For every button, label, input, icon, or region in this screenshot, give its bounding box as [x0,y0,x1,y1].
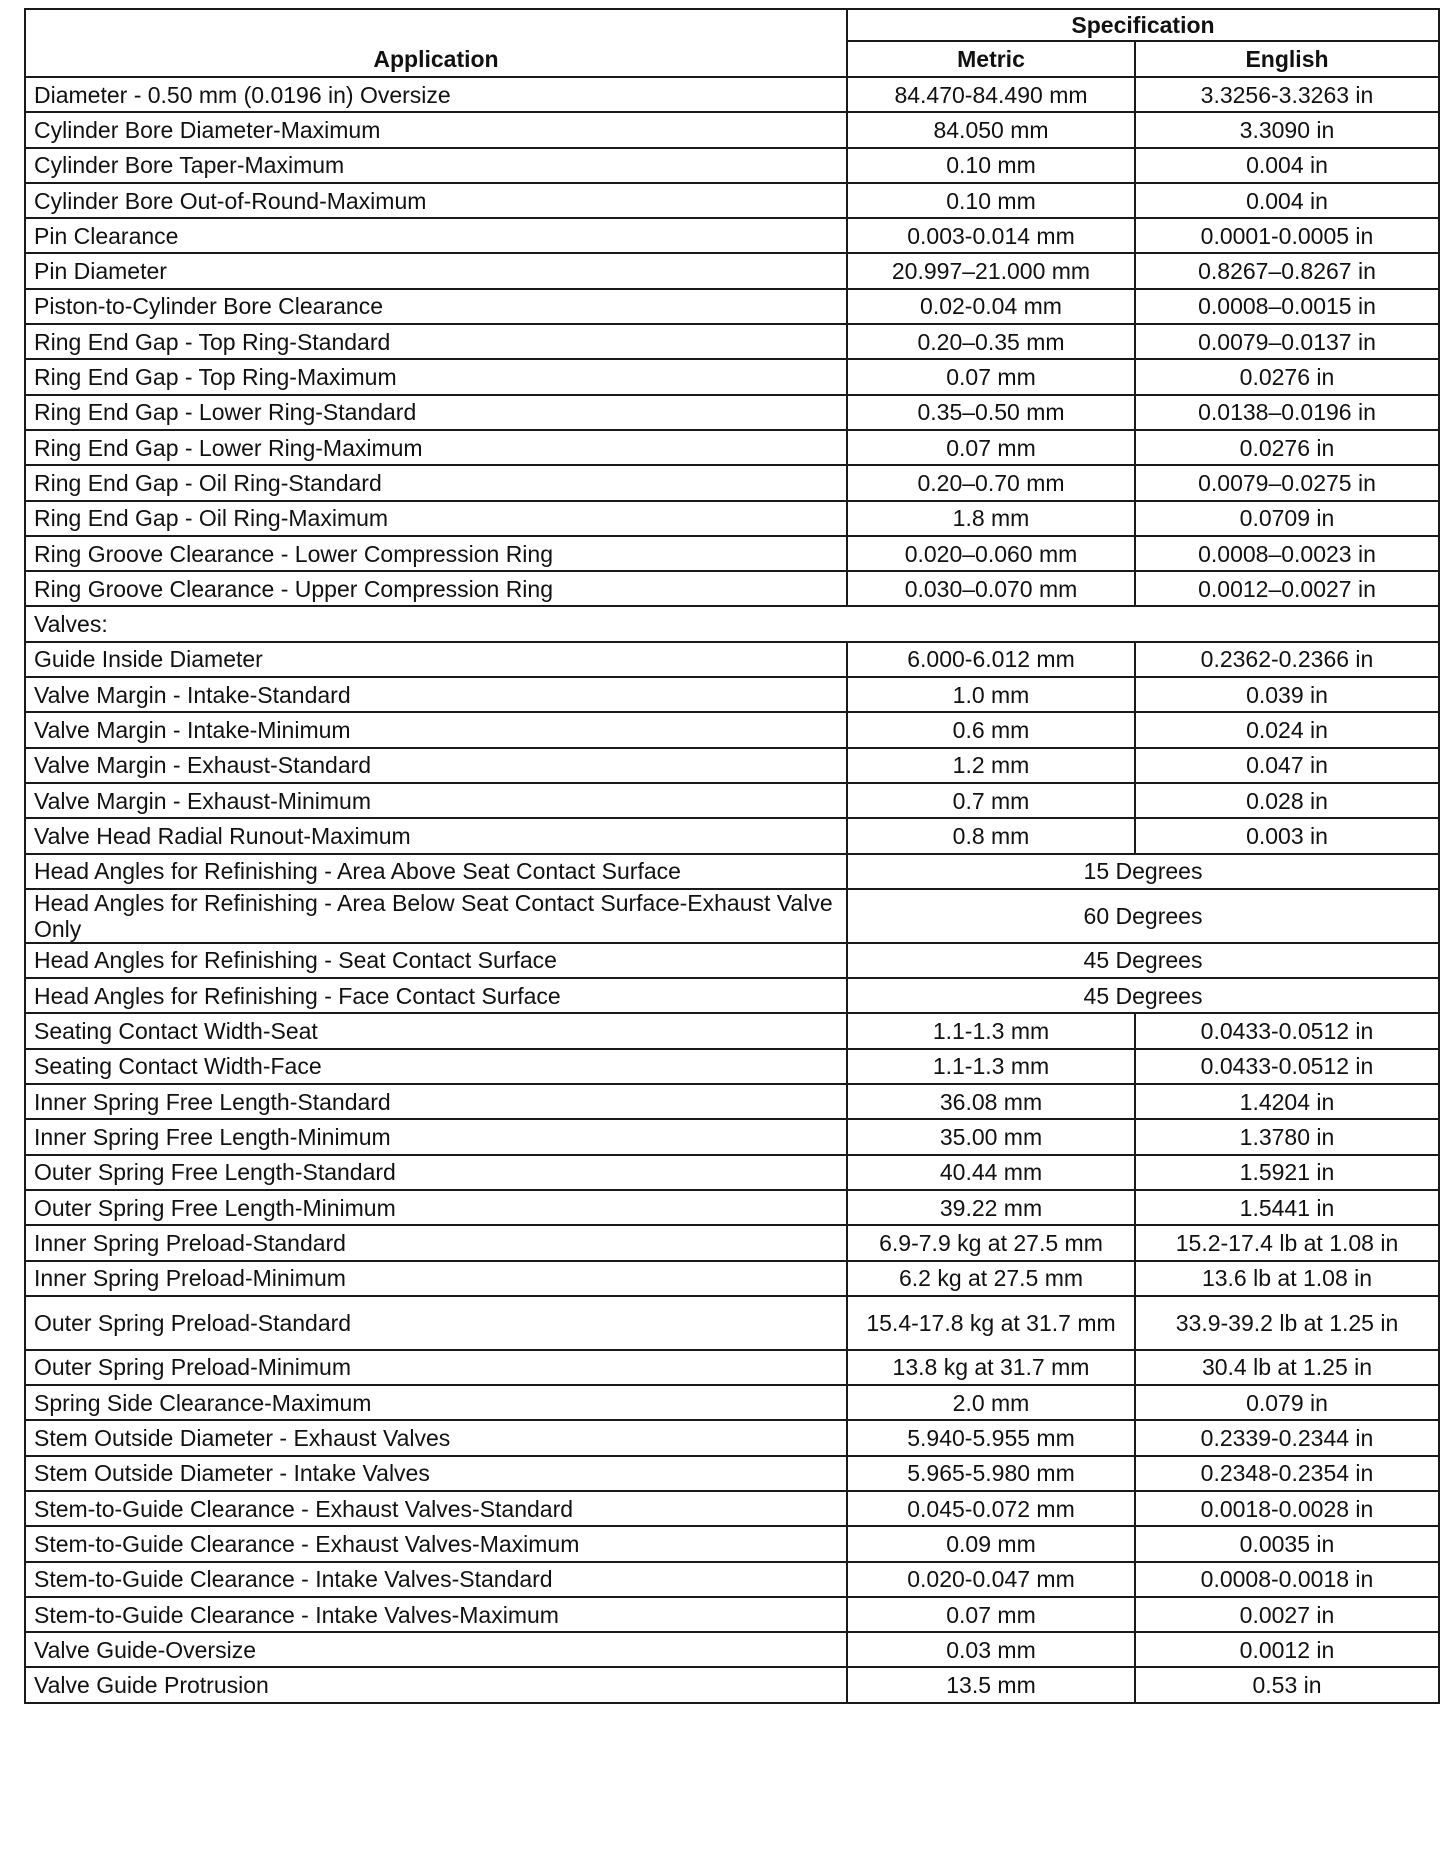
english-cell: 0.0008–0.0015 in [1135,289,1439,324]
english-cell: 0.2348-0.2354 in [1135,1456,1439,1491]
english-cell: 0.0276 in [1135,430,1439,465]
english-cell: 0.0079–0.0137 in [1135,324,1439,359]
angle-value-cell: 60 Degrees [847,889,1439,943]
table-row [25,1013,1439,1048]
table-row [25,395,1439,430]
english-cell: 0.047 in [1135,748,1439,783]
english-header: English [1135,41,1439,77]
application-cell: Head Angles for Refinishing - Seat Contact Surface [25,943,847,978]
metric-cell: 0.020-0.047 mm [847,1562,1135,1597]
application-header: Application [25,41,847,77]
english-cell: 0.0433-0.0512 in [1135,1049,1439,1084]
metric-cell: 40.44 mm [847,1155,1135,1190]
metric-cell: 0.20–0.70 mm [847,465,1135,500]
metric-cell: 0.10 mm [847,183,1135,218]
english-cell: 0.8267–0.8267 in [1135,253,1439,288]
table-row [25,1420,1439,1455]
table-row [25,465,1439,500]
application-cell: Valve Head Radial Runout-Maximum [25,818,847,853]
metric-cell: 0.10 mm [847,148,1135,183]
english-cell: 0.0012–0.0027 in [1135,571,1439,606]
table-row [25,1456,1439,1491]
table-row [25,818,1439,853]
application-cell: Valve Margin - Intake-Minimum [25,712,847,747]
metric-cell: 0.07 mm [847,1597,1135,1632]
english-cell: 0.004 in [1135,183,1439,218]
metric-cell: 0.07 mm [847,430,1135,465]
english-cell: 30.4 lb at 1.25 in [1135,1350,1439,1385]
table-row [25,430,1439,465]
application-cell: Inner Spring Free Length-Standard [25,1084,847,1119]
metric-cell: 0.02-0.04 mm [847,289,1135,324]
english-cell: 0.0433-0.0512 in [1135,1013,1439,1048]
application-cell: Cylinder Bore Taper-Maximum [25,148,847,183]
english-cell: 0.004 in [1135,148,1439,183]
application-cell: Stem-to-Guide Clearance - Exhaust Valves-Standard [25,1491,847,1526]
application-cell: Stem-to-Guide Clearance - Intake Valves-Standard [25,1562,847,1597]
application-cell: Inner Spring Preload-Standard [25,1225,847,1260]
metric-cell: 84.470-84.490 mm [847,77,1135,112]
application-cell: Outer Spring Preload-Standard [25,1296,847,1350]
english-cell: 13.6 lb at 1.08 in [1135,1261,1439,1296]
english-cell: 0.024 in [1135,712,1439,747]
english-cell: 0.079 in [1135,1385,1439,1420]
metric-cell: 39.22 mm [847,1190,1135,1225]
table-row [25,112,1439,147]
english-cell: 0.0709 in [1135,501,1439,536]
application-cell: Ring End Gap - Oil Ring-Standard [25,465,847,500]
table-row [25,1562,1439,1597]
application-cell: Ring Groove Clearance - Lower Compression Ring [25,536,847,571]
metric-cell: 0.020–0.060 mm [847,536,1135,571]
application-cell: Head Angles for Refinishing - Area Above Seat Contact Surface [25,854,847,889]
table-row [25,571,1439,606]
metric-cell: 0.8 mm [847,818,1135,853]
application-cell: Cylinder Bore Diameter-Maximum [25,112,847,147]
table-row [25,77,1439,112]
table-row [25,854,1439,889]
angle-value-cell: 15 Degrees [847,854,1439,889]
table-row [25,943,1439,978]
metric-cell: 13.5 mm [847,1667,1135,1702]
application-cell: Head Angles for Refinishing - Face Contact Surface [25,978,847,1013]
application-cell: Outer Spring Preload-Minimum [25,1350,847,1385]
application-cell: Stem Outside Diameter - Exhaust Valves [25,1420,847,1455]
english-cell: 1.4204 in [1135,1084,1439,1119]
table-row [25,501,1439,536]
table-row [25,324,1439,359]
metric-cell: 20.997–21.000 mm [847,253,1135,288]
metric-cell: 0.03 mm [847,1632,1135,1667]
application-cell: Seating Contact Width-Seat [25,1013,847,1048]
metric-cell: 2.0 mm [847,1385,1135,1420]
table-row [25,1632,1439,1667]
application-cell: Stem Outside Diameter - Intake Valves [25,1456,847,1491]
application-cell: Valve Margin - Intake-Standard [25,677,847,712]
table-row [25,289,1439,324]
english-cell: 1.5441 in [1135,1190,1439,1225]
metric-cell: 1.8 mm [847,501,1135,536]
application-cell: Seating Contact Width-Face [25,1049,847,1084]
metric-cell: 0.09 mm [847,1526,1135,1561]
english-cell: 0.039 in [1135,677,1439,712]
english-cell: 0.0276 in [1135,359,1439,394]
english-cell: 0.0138–0.0196 in [1135,395,1439,430]
table-row [25,536,1439,571]
english-cell: 33.9-39.2 lb at 1.25 in [1135,1296,1439,1350]
table-row [25,253,1439,288]
metric-cell: 6.000-6.012 mm [847,642,1135,677]
english-cell: 0.2362-0.2366 in [1135,642,1439,677]
metric-cell: 35.00 mm [847,1119,1135,1154]
metric-cell: 0.6 mm [847,712,1135,747]
application-cell: Ring End Gap - Lower Ring-Maximum [25,430,847,465]
table-row [25,712,1439,747]
metric-cell: 1.2 mm [847,748,1135,783]
application-cell: Stem-to-Guide Clearance - Intake Valves-Maximum [25,1597,847,1632]
application-cell: Outer Spring Free Length-Standard [25,1155,847,1190]
section-row-valves [25,606,1439,641]
english-cell: 0.0008-0.0018 in [1135,1562,1439,1597]
english-cell: 3.3090 in [1135,112,1439,147]
table-row [25,1385,1439,1420]
metric-cell: 0.07 mm [847,359,1135,394]
table-row [25,1350,1439,1385]
angle-value-cell: 45 Degrees [847,978,1439,1013]
english-cell: 0.0018-0.0028 in [1135,1491,1439,1526]
specification-table [24,8,1440,1704]
metric-cell: 5.940-5.955 mm [847,1420,1135,1455]
metric-cell: 36.08 mm [847,1084,1135,1119]
application-cell: Stem-to-Guide Clearance - Exhaust Valves-Maximum [25,1526,847,1561]
english-cell: 0.028 in [1135,783,1439,818]
english-cell: 3.3256-3.3263 in [1135,77,1439,112]
angle-value-cell: 45 Degrees [847,943,1439,978]
table-row [25,642,1439,677]
application-cell: Pin Diameter [25,253,847,288]
metric-cell: 0.35–0.50 mm [847,395,1135,430]
metric-cell: 1.1-1.3 mm [847,1049,1135,1084]
metric-cell: 5.965-5.980 mm [847,1456,1135,1491]
table-row [25,978,1439,1013]
metric-cell: 6.9-7.9 kg at 27.5 mm [847,1225,1135,1260]
table-row [25,748,1439,783]
table-row [25,1190,1439,1225]
application-cell: Diameter - 0.50 mm (0.0196 in) Oversize [25,77,847,112]
english-cell: 1.5921 in [1135,1155,1439,1190]
header-blank-cell [25,9,847,41]
table-row [25,183,1439,218]
application-cell: Spring Side Clearance-Maximum [25,1385,847,1420]
table-row [25,1667,1439,1702]
spec-sheet [24,8,1438,1704]
table-row [25,148,1439,183]
table-row [25,1296,1439,1350]
table-row [25,1491,1439,1526]
application-cell: Pin Clearance [25,218,847,253]
application-cell: Ring End Gap - Top Ring-Standard [25,324,847,359]
english-cell: 1.3780 in [1135,1119,1439,1154]
metric-cell: 15.4-17.8 kg at 31.7 mm [847,1296,1135,1350]
english-cell: 0.0027 in [1135,1597,1439,1632]
header-row-top [25,9,1439,41]
table-row [25,1261,1439,1296]
application-cell: Valve Guide-Oversize [25,1632,847,1667]
english-cell: 0.0079–0.0275 in [1135,465,1439,500]
metric-cell: 1.1-1.3 mm [847,1013,1135,1048]
table-row [25,218,1439,253]
application-cell: Valve Margin - Exhaust-Minimum [25,783,847,818]
table-row [25,359,1439,394]
application-cell: Piston-to-Cylinder Bore Clearance [25,289,847,324]
table-row [25,677,1439,712]
application-cell: Valve Margin - Exhaust-Standard [25,748,847,783]
english-cell: 0.0012 in [1135,1632,1439,1667]
english-cell: 0.0035 in [1135,1526,1439,1561]
table-body [25,77,1439,1703]
application-cell: Ring End Gap - Top Ring-Maximum [25,359,847,394]
metric-cell: 1.0 mm [847,677,1135,712]
application-cell: Valve Guide Protrusion [25,1667,847,1702]
metric-cell: 13.8 kg at 31.7 mm [847,1350,1135,1385]
table-row [25,889,1439,943]
application-cell: Ring End Gap - Lower Ring-Standard [25,395,847,430]
application-cell: Outer Spring Free Length-Minimum [25,1190,847,1225]
table-row [25,1526,1439,1561]
english-cell: 0.0001-0.0005 in [1135,218,1439,253]
application-cell: Ring End Gap - Oil Ring-Maximum [25,501,847,536]
application-cell: Ring Groove Clearance - Upper Compression Ring [25,571,847,606]
application-cell: Cylinder Bore Out-of-Round-Maximum [25,183,847,218]
table-row [25,1049,1439,1084]
table-row [25,1225,1439,1260]
english-cell: 0.003 in [1135,818,1439,853]
application-cell: Head Angles for Refinishing - Area Below Seat Contact Surface-Exhaust Valve Only [25,889,847,943]
application-cell: Guide Inside Diameter [25,642,847,677]
metric-cell: 0.030–0.070 mm [847,571,1135,606]
metric-cell: 84.050 mm [847,112,1135,147]
metric-cell: 0.045-0.072 mm [847,1491,1135,1526]
metric-header: Metric [847,41,1135,77]
english-cell: 15.2-17.4 lb at 1.08 in [1135,1225,1439,1260]
english-cell: 0.0008–0.0023 in [1135,536,1439,571]
metric-cell: 0.7 mm [847,783,1135,818]
metric-cell: 0.003-0.014 mm [847,218,1135,253]
table-row [25,1119,1439,1154]
section-label-valves: Valves: [25,606,1439,641]
header-row-bottom [25,41,1439,77]
application-cell: Inner Spring Preload-Minimum [25,1261,847,1296]
table-row [25,1155,1439,1190]
table-row [25,1597,1439,1632]
application-cell: Inner Spring Free Length-Minimum [25,1119,847,1154]
table-row [25,1084,1439,1119]
english-cell: 0.2339-0.2344 in [1135,1420,1439,1455]
english-cell: 0.53 in [1135,1667,1439,1702]
specification-header: Specification [847,9,1439,41]
metric-cell: 0.20–0.35 mm [847,324,1135,359]
table-row [25,783,1439,818]
metric-cell: 6.2 kg at 27.5 mm [847,1261,1135,1296]
